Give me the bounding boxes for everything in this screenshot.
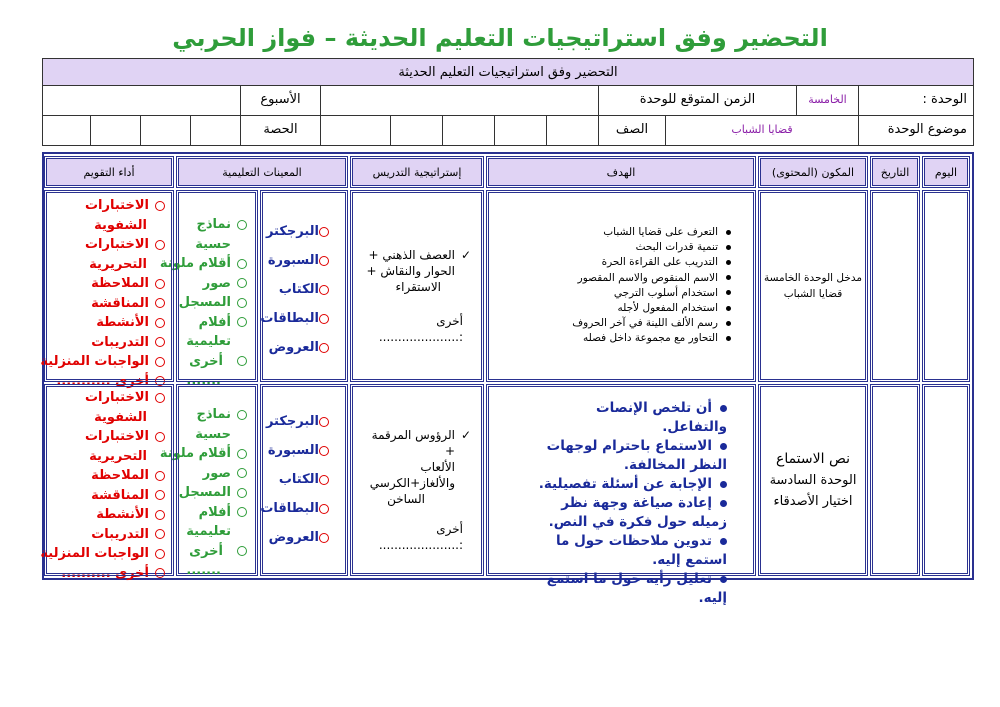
circle-icon — [237, 449, 247, 459]
circle-icon — [319, 446, 329, 456]
circle-icon — [237, 356, 247, 366]
unit-value: الخامسة — [796, 86, 858, 115]
list-item: ....... — [186, 563, 221, 578]
strategy-line: الألعاب — [420, 460, 455, 474]
list-item: الاستماع باحترام لوجهات النظر المخالفة. — [546, 438, 727, 473]
list-item: تعليمية — [186, 524, 231, 539]
row1-assessment-list — [40, 196, 165, 391]
row1-goal-cell — [488, 192, 754, 380]
col-header-day: اليوم — [924, 158, 968, 186]
circle-icon — [319, 285, 329, 295]
circle-icon — [319, 256, 329, 266]
row2-assessment-list — [40, 388, 165, 583]
circle-icon — [155, 393, 165, 403]
strategy-line: الرؤوس المرقمة + — [371, 428, 455, 458]
list-item: تعليمية — [186, 334, 231, 349]
row2-assessment-cell — [40, 386, 172, 581]
list-item[interactable]: أقلام ملونة — [179, 444, 247, 464]
circle-icon — [155, 529, 165, 539]
list-item[interactable]: صور — [179, 274, 247, 294]
row2-strategy-cell — [352, 386, 482, 574]
week-label: الأسبوع — [240, 86, 320, 115]
circle-icon — [319, 504, 329, 514]
row2-tools-cell — [262, 386, 346, 574]
row2-content-line: اختيار الأصدقاء — [773, 493, 853, 509]
list-item[interactable]: أخرى — [179, 542, 247, 562]
col-header-assessment: أداء التقويم — [46, 158, 172, 186]
circle-icon — [155, 357, 165, 367]
list-item[interactable]: البرجكتر — [263, 407, 335, 436]
list-item: تدوين ملاحظات حول ما استمع إليه. — [555, 533, 727, 568]
list-item[interactable]: نماذج — [179, 215, 247, 235]
page-title: التحضير وفق استراتيجيات التعليم الحديثة – فواز الحربي — [172, 24, 828, 52]
list-item[interactable]: المسجل — [179, 483, 247, 503]
list-item: رسم الألف اللينة في آخر الحروف — [489, 316, 731, 331]
row1-aids-list — [159, 215, 247, 391]
list-item[interactable]: الاختبارات — [47, 235, 165, 255]
week-value[interactable] — [41, 86, 240, 115]
list-item: التحريرية — [89, 448, 147, 464]
circle-icon — [319, 314, 329, 324]
list-item[interactable]: البطاقات — [263, 494, 335, 523]
circle-icon — [237, 410, 247, 420]
topic-label: موضوع الوحدة — [858, 116, 973, 145]
list-item: تنمية قدرات البحث — [489, 240, 731, 255]
list-item[interactable]: المسجل — [179, 293, 247, 313]
row2-date-cell[interactable] — [872, 386, 918, 574]
strategy-line: العصف الذهني + — [368, 248, 455, 262]
circle-icon — [237, 488, 247, 498]
circle-icon — [237, 507, 247, 517]
col-header-goal: الهدف — [488, 158, 754, 186]
circle-icon — [237, 259, 247, 269]
list-item: تعليل رأيه حول ما استمع إليه. — [546, 571, 727, 606]
unit-label: الوحدة : — [858, 86, 973, 115]
row2-aids-cell — [159, 386, 256, 578]
strategy-line: والألغاز+الكرسي — [369, 476, 455, 490]
col-header-aids: المعينات التعليمية — [178, 158, 346, 186]
circle-icon — [155, 510, 165, 520]
list-item[interactable]: التدريبات — [47, 525, 165, 545]
class-slot-5[interactable] — [320, 116, 390, 145]
circle-icon — [155, 318, 165, 328]
circle-icon — [155, 279, 165, 289]
list-item[interactable]: الملاحظة — [47, 466, 165, 486]
checkmark-icon: ✓ — [460, 428, 471, 442]
col-header-content: المكون (المحتوى) — [760, 158, 866, 186]
list-item[interactable]: العروض — [263, 523, 335, 552]
list-item[interactable]: الملاحظة — [47, 274, 165, 294]
list-item[interactable]: أفلام — [179, 313, 247, 333]
list-item[interactable]: البرجكتر — [263, 217, 335, 246]
list-item[interactable]: التدريبات — [47, 333, 165, 353]
list-item[interactable]: الاختبارات — [47, 196, 165, 216]
row2-aids-list — [159, 405, 247, 581]
circle-icon — [155, 490, 165, 500]
list-item[interactable]: الاختبارات — [47, 427, 165, 447]
circle-icon — [237, 220, 247, 230]
list-item[interactable]: البطاقات — [263, 304, 335, 333]
circle-icon — [237, 317, 247, 327]
list-item[interactable]: أخرى — [179, 352, 247, 372]
period-label: الحصة — [240, 116, 320, 145]
circle-icon — [237, 278, 247, 288]
list-item: التحاور مع مجموعة داخل فصله — [489, 331, 731, 346]
class-slot-1[interactable] — [546, 116, 598, 145]
row1-day-cell[interactable] — [924, 192, 968, 380]
circle-icon — [155, 201, 165, 211]
row2-goal-list — [529, 399, 727, 608]
circle-icon — [155, 549, 165, 559]
list-item[interactable]: صور — [179, 464, 247, 484]
checkmark-icon: ✓ — [460, 248, 471, 262]
list-item: حسية — [195, 426, 231, 442]
list-item[interactable]: نماذج — [179, 405, 247, 425]
list-item: التعرف على قضايا الشباب — [489, 225, 731, 240]
header-row-unit — [43, 86, 973, 116]
class-slot-3[interactable] — [442, 116, 494, 145]
list-item[interactable]: أفلام — [179, 503, 247, 523]
row1-assessment-cell — [40, 192, 172, 389]
class-slot-2[interactable] — [494, 116, 546, 145]
lesson-table — [40, 152, 974, 606]
row2-content-line: نص الاستماع — [775, 450, 851, 467]
circle-icon — [237, 546, 247, 556]
circle-icon — [155, 568, 165, 578]
strategy-other[interactable]: أخرى :..................... — [378, 314, 463, 344]
circle-icon — [319, 533, 329, 543]
row2-goal-cell — [488, 386, 754, 606]
circle-icon — [319, 227, 329, 237]
header-box — [42, 58, 974, 146]
list-item: ....... — [186, 373, 221, 388]
list-item[interactable]: أخرى ........... — [47, 372, 165, 392]
list-item[interactable]: أخرى .......... — [47, 564, 165, 584]
circle-icon — [319, 475, 329, 485]
list-item[interactable]: الأنشطة — [47, 505, 165, 525]
list-item[interactable]: المناقشة — [47, 294, 165, 314]
row1-date-cell[interactable] — [872, 192, 918, 380]
circle-icon — [155, 337, 165, 347]
list-item: الإجابة عن أسئلة تفصيلية. — [529, 475, 727, 494]
circle-icon — [155, 298, 165, 308]
col-header-date: التاريخ — [872, 158, 918, 186]
strategy-line: الساخن — [387, 492, 425, 506]
row1-tools-cell — [262, 192, 346, 380]
list-item[interactable]: الكتاب — [263, 465, 335, 494]
row1-content-line: مدخل الوحدة الخامسة — [764, 272, 863, 284]
class-label: الصف — [598, 116, 665, 145]
list-item[interactable]: الاختبارات — [47, 388, 165, 408]
header-row-topic — [43, 116, 973, 145]
list-item[interactable]: المناقشة — [47, 486, 165, 506]
expected-time-value[interactable] — [320, 86, 598, 115]
list-item: الشفوية — [94, 217, 147, 233]
list-item: الشفوية — [94, 409, 147, 425]
period-slot-3[interactable] — [90, 116, 140, 145]
circle-icon — [319, 343, 329, 353]
list-item[interactable]: الكتاب — [263, 275, 335, 304]
circle-icon — [155, 240, 165, 250]
circle-icon — [237, 298, 247, 308]
strategy-other[interactable]: أخرى :..................... — [378, 522, 463, 552]
row1-content-line: قضايا الشباب — [783, 288, 843, 300]
list-item: حسية — [195, 236, 231, 252]
list-item[interactable]: السبورة — [263, 436, 335, 465]
list-item[interactable]: السبورة — [263, 246, 335, 275]
list-item: الاسم المنقوص والاسم المقصور — [489, 271, 731, 286]
col-header-strategy: إستراتيجية التدريس — [352, 158, 482, 186]
row1-tools-list — [260, 217, 335, 362]
list-item[interactable]: الواجبات المنزلية — [47, 352, 165, 372]
circle-icon — [155, 376, 165, 386]
list-item: التحريرية — [89, 256, 147, 272]
row1-strategy-cell — [352, 192, 482, 380]
expected-time-label: الزمن المتوقع للوحدة — [598, 86, 796, 115]
period-slot-1[interactable] — [190, 116, 240, 145]
list-item: التدريب على القراءة الحرة — [489, 255, 731, 270]
list-item[interactable]: العروض — [263, 333, 335, 362]
row2-content-line: الوحدة السادسة — [769, 472, 857, 488]
topic-value: قضايا الشباب — [665, 116, 858, 145]
list-item: استخدام أسلوب الترجي — [489, 286, 731, 301]
list-item[interactable]: أقلام ملونة — [179, 254, 247, 274]
row2-tools-list — [260, 407, 335, 552]
list-item[interactable]: الأنشطة — [47, 313, 165, 333]
strategy-line: الاستقراء — [395, 280, 441, 294]
row1-content-cell — [760, 192, 866, 380]
list-item: إعادة صياغة وجهة نظر زميله حول فكرة في النص. — [548, 495, 727, 530]
period-slot-2[interactable] — [140, 116, 190, 145]
list-item: أن تلخص الإنصات والتفاعل. — [596, 400, 727, 435]
circle-icon — [319, 417, 329, 427]
circle-icon — [237, 468, 247, 478]
circle-icon — [155, 432, 165, 442]
period-slot-4[interactable] — [41, 116, 90, 145]
list-item: استخدام المفعول لأجله — [489, 301, 731, 316]
row1-goal-list — [489, 225, 731, 347]
circle-icon — [155, 471, 165, 481]
class-slot-4[interactable] — [390, 116, 442, 145]
strategy-line: الحوار والنقاش + — [366, 264, 455, 278]
row1-aids-cell — [159, 192, 256, 388]
header-banner: التحضير وفق استراتيجيات التعليم الحديثة — [43, 59, 973, 86]
row2-day-cell[interactable] — [924, 386, 968, 574]
row2-content-cell — [760, 386, 866, 574]
list-item[interactable]: الواجبات المنزلية — [47, 544, 165, 564]
